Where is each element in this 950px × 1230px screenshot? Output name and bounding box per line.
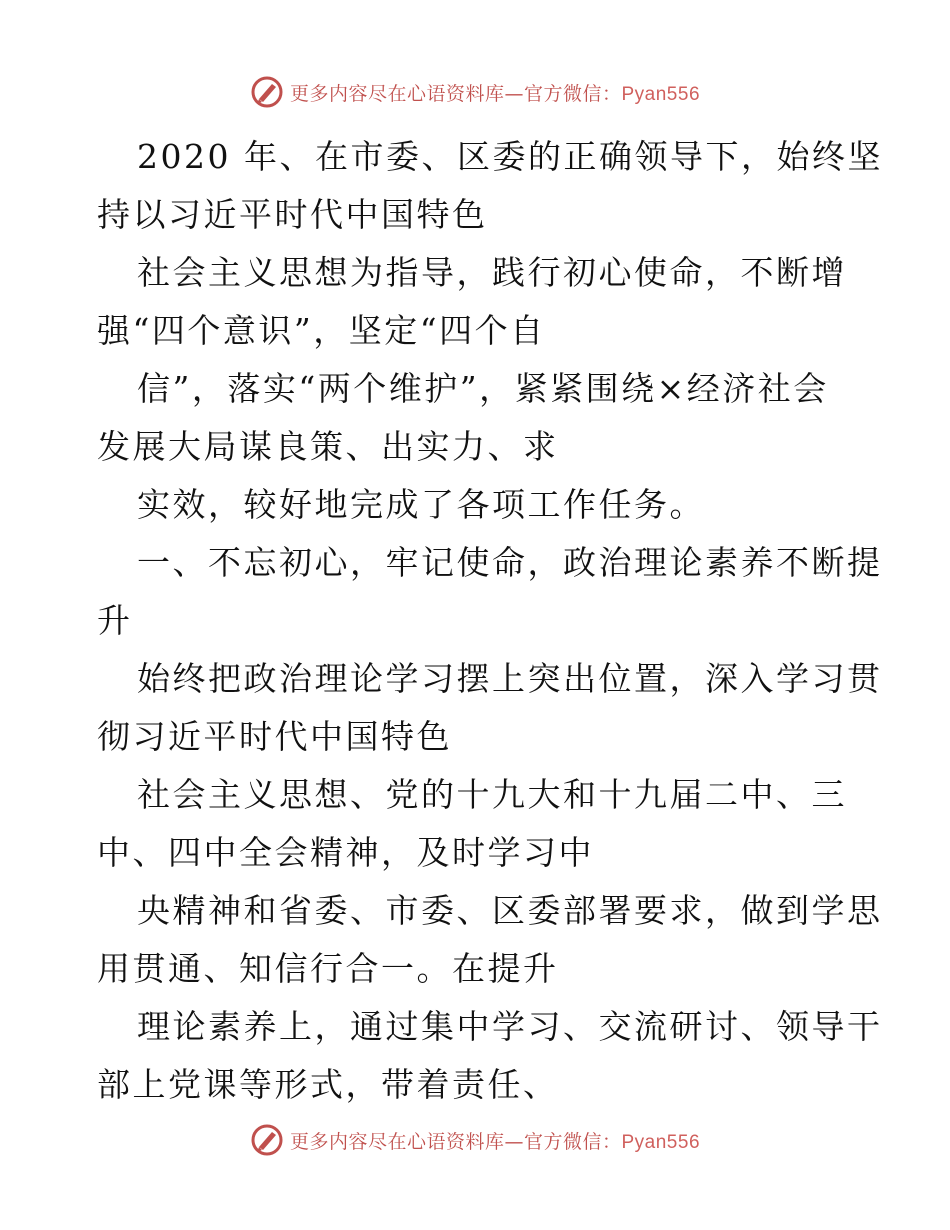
section-heading: 一、不忘初心，牢记使命，政治理论素养不断提: [137, 543, 883, 582]
text-line: 央精神和省委、市委、区委部署要求，做到学思: [137, 891, 883, 930]
text-line: 中、四中全会精神，及时学习中: [97, 833, 594, 872]
text-line: 社会主义思想、党的十九大和十九届二中、三: [137, 775, 847, 814]
text-line: 2020 年、在市委、区委的正确领导下，始终坚: [137, 137, 883, 176]
footer-banner-text: [290, 1127, 700, 1154]
pen-logo-icon: [250, 75, 284, 109]
text-line: 强“四个意识”，坚定“四个自: [97, 311, 546, 350]
footer-watermark-banner: [0, 1120, 950, 1160]
footer-wechat-id: Pyan556: [621, 1131, 701, 1153]
header-wechat-id: Pyan556: [621, 83, 701, 105]
header-banner-label: 更多内容尽在心语资料库—官方微信：: [289, 82, 622, 105]
text-line: 持以习近平时代中国特色: [97, 195, 488, 234]
text-line: 信”，落实“两个维护”，紧紧围绕×经济社会: [137, 369, 829, 408]
section-heading-continued: 升: [97, 601, 133, 640]
header-watermark-banner: [0, 72, 950, 112]
text-line: 彻习近平时代中国特色: [97, 717, 452, 756]
text-line: 用贯通、知信行合一。在提升: [97, 949, 559, 988]
text-line: 部上党课等形式，带着责任、: [97, 1065, 559, 1104]
text-line: 发展大局谋良策、出实力、求: [97, 427, 559, 466]
text-line: 实效，较好地完成了各项工作任务。: [137, 485, 705, 524]
text-line: 理论素养上，通过集中学习、交流研讨、领导干: [137, 1007, 883, 1046]
document-body: [97, 128, 883, 1114]
pen-logo-icon: [250, 1123, 284, 1157]
text-line: 社会主义思想为指导，践行初心使命，不断增: [137, 253, 847, 292]
header-banner-text: [290, 79, 700, 106]
footer-banner-label: 更多内容尽在心语资料库—官方微信：: [289, 1130, 622, 1153]
text-line: 始终把政治理论学习摆上突出位置，深入学习贯: [137, 659, 883, 698]
